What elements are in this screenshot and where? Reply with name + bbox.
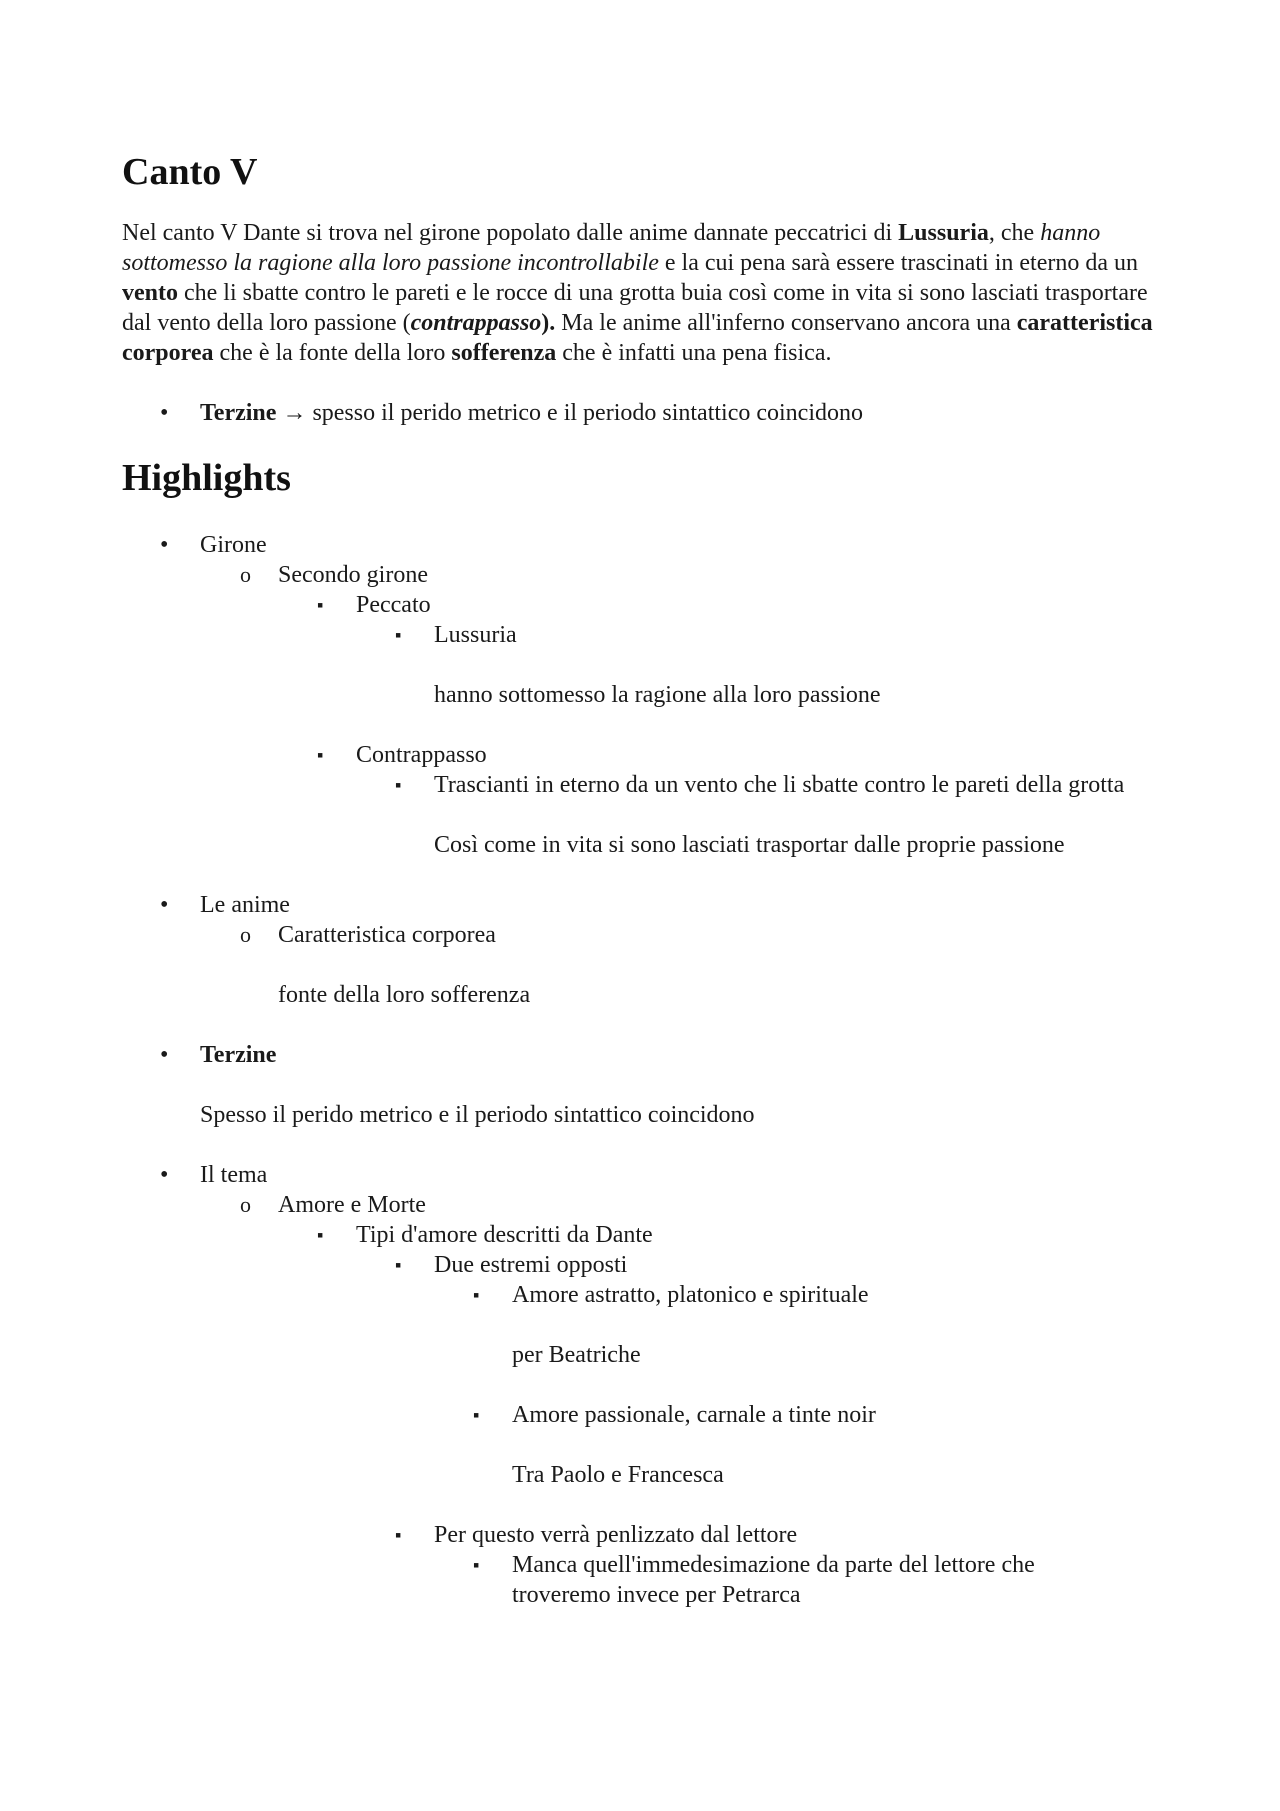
list-item-text: Girone xyxy=(200,532,267,558)
square-bullet-icon: ▪ xyxy=(473,1555,480,1575)
list-item xyxy=(122,920,1172,950)
list-item-text: Peccato xyxy=(356,592,431,618)
list-item-text: Contrappasso xyxy=(356,742,487,768)
intro-text: che è infatti una pena fisica. xyxy=(556,340,832,366)
arrow-icon: → xyxy=(282,400,307,426)
list-item xyxy=(122,1160,1172,1190)
list-item-terzine-summary xyxy=(122,398,1172,428)
intro-text: Ma le anime all'inferno conservano ancora una xyxy=(555,310,1017,336)
square-bullet-icon: ▪ xyxy=(395,775,402,795)
bullet-icon: • xyxy=(160,1042,169,1068)
list-item-text: Amore astratto, platonico e spirituale xyxy=(512,1282,869,1308)
page-title: Canto V xyxy=(122,151,258,193)
intro-paragraph xyxy=(122,218,1172,368)
square-bullet-icon: ▪ xyxy=(395,625,402,645)
list-item xyxy=(122,1520,1172,1550)
list-item xyxy=(122,1550,1172,1610)
intro-text: , che xyxy=(988,220,1041,246)
list-item xyxy=(122,1040,1172,1070)
intro-text: Nel canto V Dante si trova nel girone popolato dalle anime dannate peccatrici di xyxy=(122,220,899,246)
list-item xyxy=(122,1250,1172,1280)
square-bullet-icon: ▪ xyxy=(395,1255,402,1275)
list-note: Tra Paolo e Francesca xyxy=(512,1462,724,1488)
document-page xyxy=(122,150,1172,1610)
square-bullet-icon: ▪ xyxy=(317,1225,324,1245)
terzine-label: Terzine xyxy=(200,400,277,426)
intro-bold-italic-contrappasso: contrappasso xyxy=(410,310,542,336)
list-item-text: Per questo verrà penlizzato dal lettore xyxy=(434,1522,798,1548)
list-item xyxy=(122,620,1172,650)
list-item xyxy=(122,770,1172,800)
list-item-text: Trascianti in eterno da un vento che li sbatte contro le pareti della grotta xyxy=(434,772,1125,798)
bullet-icon: • xyxy=(160,1162,169,1188)
list-item-text: Due estremi opposti xyxy=(434,1252,628,1278)
list-item xyxy=(122,740,1172,770)
list-item-text: Il tema xyxy=(200,1162,268,1188)
list-item-text: Le anime xyxy=(200,892,290,918)
list-item xyxy=(122,1190,1172,1220)
list-item xyxy=(122,530,1172,560)
circle-bullet-icon: o xyxy=(240,1192,251,1217)
intro-bold-lussuria: Lussuria xyxy=(898,220,989,246)
list-item xyxy=(122,560,1172,590)
bullet-icon: • xyxy=(160,400,169,426)
intro-text: che è la fonte della loro xyxy=(213,340,452,366)
bullet-icon: • xyxy=(160,892,169,918)
intro-text: e la cui pena sarà essere trascinati in eterno da un xyxy=(658,250,1138,276)
list-item-text: Amore passionale, carnale a tinte noir xyxy=(512,1402,876,1428)
list-item-text: Secondo girone xyxy=(278,562,428,588)
terzine-text: spesso il perido metrico e il periodo sintattico coincidono xyxy=(312,400,863,426)
intro-bold-paren: ). xyxy=(541,310,556,336)
list-item xyxy=(122,590,1172,620)
section-title-highlights: Highlights xyxy=(122,457,291,499)
list-item xyxy=(122,1400,1172,1430)
list-note: fonte della loro sofferenza xyxy=(278,982,531,1008)
square-bullet-icon: ▪ xyxy=(317,595,324,615)
circle-bullet-icon: o xyxy=(240,562,251,587)
list-item-text: Manca quell'immedesimazione da parte del lettore che troveremo invece per Petrarca xyxy=(512,1552,1035,1608)
list-item-text: Caratteristica corporea xyxy=(278,922,496,948)
list-item-text: Tipi d'amore descritti da Dante xyxy=(356,1222,653,1248)
list-note: hanno sottomesso la ragione alla loro passione xyxy=(434,682,881,708)
square-bullet-icon: ▪ xyxy=(473,1285,480,1305)
bullet-icon: • xyxy=(160,532,169,558)
list-note: Così come in vita si sono lasciati trasportar dalle proprie passione xyxy=(434,832,1065,858)
circle-bullet-icon: o xyxy=(240,922,251,947)
list-note: per Beatriche xyxy=(512,1342,641,1368)
list-item-text: Terzine xyxy=(200,1042,277,1068)
list-item-text: Lussuria xyxy=(434,622,517,648)
list-item xyxy=(122,1280,1172,1310)
intro-bold-vento: vento xyxy=(122,280,178,306)
square-bullet-icon: ▪ xyxy=(395,1525,402,1545)
list-item xyxy=(122,890,1172,920)
intro-italic: hanno sottomesso la ragione alla loro passione incontrollabile xyxy=(122,220,1101,276)
square-bullet-icon: ▪ xyxy=(473,1405,480,1425)
square-bullet-icon: ▪ xyxy=(317,745,324,765)
intro-text: che li sbatte contro le pareti e le rocce di una grotta buia così come in vita si sono lasciati trasportare dal vento della loro passione ( xyxy=(122,280,1148,336)
list-note: Spesso il perido metrico e il periodo sintattico coincidono xyxy=(200,1102,755,1128)
intro-bold-caratteristica: caratteristica corporea xyxy=(122,310,1153,366)
list-item xyxy=(122,1220,1172,1250)
intro-bold-sofferenza: sofferenza xyxy=(451,340,557,366)
list-item-text: Amore e Morte xyxy=(278,1192,426,1218)
